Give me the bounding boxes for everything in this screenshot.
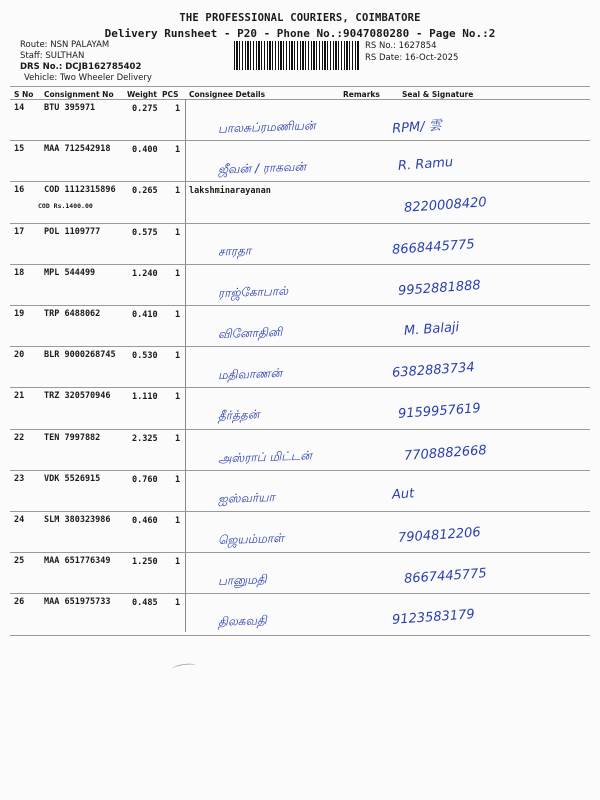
- row-handwritten-signature: 7708882668: [403, 442, 488, 464]
- row-rule: [10, 346, 590, 347]
- row-weight: 1.110: [132, 392, 158, 403]
- row-sno: 26: [14, 597, 25, 608]
- runsheet-subtitle: Delivery Runsheet - P20 - Phone No.:9047080280 - Page No.:2: [104, 27, 496, 40]
- row-rule: [10, 264, 590, 265]
- row-sno: 21: [14, 391, 25, 402]
- route-label: Route: NSN PALAYAM: [20, 40, 110, 50]
- row-sno: 23: [14, 473, 25, 484]
- row-consignment-no: MAA 651975733: [44, 597, 111, 608]
- row-weight: 0.760: [132, 474, 158, 485]
- row-rule: [10, 470, 590, 471]
- row-sno: 14: [14, 103, 25, 113]
- pen-mark: [172, 662, 197, 672]
- row-sno: 16: [14, 185, 25, 196]
- row-weight: 0.265: [132, 186, 158, 197]
- row-pcs: 1: [175, 516, 181, 526]
- row-weight: 0.575: [132, 227, 158, 238]
- row-rule: [10, 223, 590, 224]
- header-rule-bottom: [10, 99, 590, 100]
- row-consignment-no: COD 1112315896: [44, 185, 116, 196]
- vehicle-label: Vehicle: Two Wheeler Delivery: [24, 73, 152, 83]
- row-rule: [10, 305, 590, 306]
- row-consignment-no: BTU 395971: [44, 103, 96, 113]
- drs-number: DRS No.: DCJB162785402: [20, 62, 142, 72]
- row-pcs: 1: [175, 433, 181, 444]
- row-handwritten-name: திலகவதி: [217, 613, 267, 630]
- row-pcs: 1: [175, 310, 181, 320]
- row-pcs: 1: [175, 557, 181, 568]
- row-cod-amount: COD Rs.1400.00: [38, 202, 93, 211]
- row-consignment-no: MPL 544499: [44, 267, 96, 278]
- row-handwritten-signature: RPM/ 雲: [391, 118, 443, 137]
- company-title: THE PROFESSIONAL COURIERS, COIMBATORE: [179, 12, 421, 24]
- row-handwritten-name: ராஜ்கோபால்: [217, 283, 289, 301]
- row-weight: 0.400: [132, 145, 158, 156]
- col-remarks: Remarks: [343, 90, 380, 99]
- barcode: [234, 41, 360, 70]
- row-weight: 0.410: [132, 310, 158, 320]
- col-pcs: PCS: [162, 90, 179, 99]
- row-consignment-no: TEN 7997882: [44, 432, 101, 443]
- row-handwritten-signature: 8668445775: [391, 236, 476, 258]
- row-rule: [10, 429, 590, 430]
- row-rule: [10, 181, 590, 182]
- row-handwritten-signature: 6382883734: [391, 360, 476, 382]
- row-consignment-no: SLM 380323986: [44, 515, 111, 525]
- row-consignment-no: MAA 651776349: [44, 556, 111, 567]
- col-consignee: Consignee Details: [189, 90, 266, 99]
- col-sno: S No: [14, 90, 34, 99]
- row-weight: 0.460: [132, 516, 158, 526]
- row-handwritten-signature: M. Balaji: [403, 320, 460, 339]
- row-handwritten-signature: 9952881888: [397, 277, 482, 299]
- row-sno: 17: [14, 226, 25, 237]
- row-handwritten-name: பாலசுப்ரமணியன்: [217, 118, 316, 136]
- row-weight: 0.485: [132, 598, 158, 609]
- row-sno: 19: [14, 309, 25, 319]
- row-handwritten-name: வினோதினி: [217, 324, 283, 342]
- rs-date: RS Date: 16-Oct-2025: [365, 53, 459, 63]
- row-consignment-no: TRP 6488062: [44, 309, 101, 319]
- row-handwritten-name: ஐஸ்வர்யா: [217, 489, 276, 506]
- row-handwritten-signature: Aut: [391, 486, 415, 503]
- col-signature: Seal & Signature: [402, 90, 474, 99]
- row-handwritten-name: மதிவாணன்: [217, 366, 283, 383]
- row-handwritten-signature: 8220008420: [403, 195, 488, 217]
- row-pcs: 1: [175, 351, 181, 362]
- header-rule-top: [10, 86, 590, 87]
- row-handwritten-signature: 8667445775: [403, 566, 488, 588]
- row-weight: 1.250: [132, 557, 158, 568]
- row-rule: [10, 140, 590, 141]
- row-handwritten-name: பானுமதி: [217, 572, 267, 589]
- row-pcs: 1: [175, 268, 181, 279]
- row-weight: 1.240: [132, 268, 158, 279]
- row-handwritten-name: தீர்த்தன்: [217, 407, 260, 424]
- row-pcs: 1: [175, 392, 181, 403]
- row-pcs: 1: [175, 227, 181, 238]
- row-handwritten-name: சாரதா: [217, 243, 252, 259]
- row-pcs: 1: [175, 104, 181, 114]
- col-consignment: Consignment No: [44, 90, 114, 99]
- row-rule: [10, 593, 590, 594]
- row-pcs: 1: [175, 145, 181, 156]
- row-handwritten-signature: 9159957619: [397, 401, 482, 423]
- row-consignment-no: MAA 712542918: [44, 144, 111, 155]
- row-rule: [10, 635, 590, 636]
- row-rule: [10, 511, 590, 512]
- row-consignment-no: POL 1109777: [44, 226, 101, 237]
- row-sno: 25: [14, 556, 25, 567]
- row-sno: 20: [14, 350, 25, 361]
- row-weight: 0.275: [132, 104, 158, 114]
- row-sno: 22: [14, 432, 25, 443]
- col-weight: Weight: [127, 90, 157, 99]
- row-sno: 24: [14, 515, 25, 525]
- row-weight: 2.325: [132, 433, 158, 444]
- rs-number: RS No.: 1627854: [365, 41, 437, 51]
- row-sno: 18: [14, 267, 25, 278]
- row-handwritten-signature: R. Ramu: [397, 155, 454, 175]
- row-consignment-no: TRZ 320570946: [44, 391, 111, 402]
- row-sno: 15: [14, 144, 25, 155]
- row-consignment-no: VDK 5526915: [44, 473, 101, 484]
- row-rule: [10, 552, 590, 553]
- row-handwritten-name: ஜீவன் / ராகவன்: [217, 159, 307, 177]
- row-pcs: 1: [175, 474, 181, 485]
- row-weight: 0.530: [132, 351, 158, 362]
- staff-label: Staff: SULTHAN: [20, 51, 85, 61]
- row-consignee-name: lakshminarayanan: [189, 186, 271, 197]
- row-pcs: 1: [175, 186, 181, 197]
- row-pcs: 1: [175, 598, 181, 609]
- row-handwritten-signature: 7904812206: [397, 525, 482, 546]
- row-rule: [10, 387, 590, 388]
- row-handwritten-name: ஜெயம்மாள்: [217, 530, 285, 548]
- row-handwritten-name: அஸ்ராப் மிட்டன்: [217, 447, 313, 466]
- row-handwritten-signature: 9123583179: [391, 607, 476, 629]
- row-consignment-no: BLR 9000268745: [44, 350, 116, 361]
